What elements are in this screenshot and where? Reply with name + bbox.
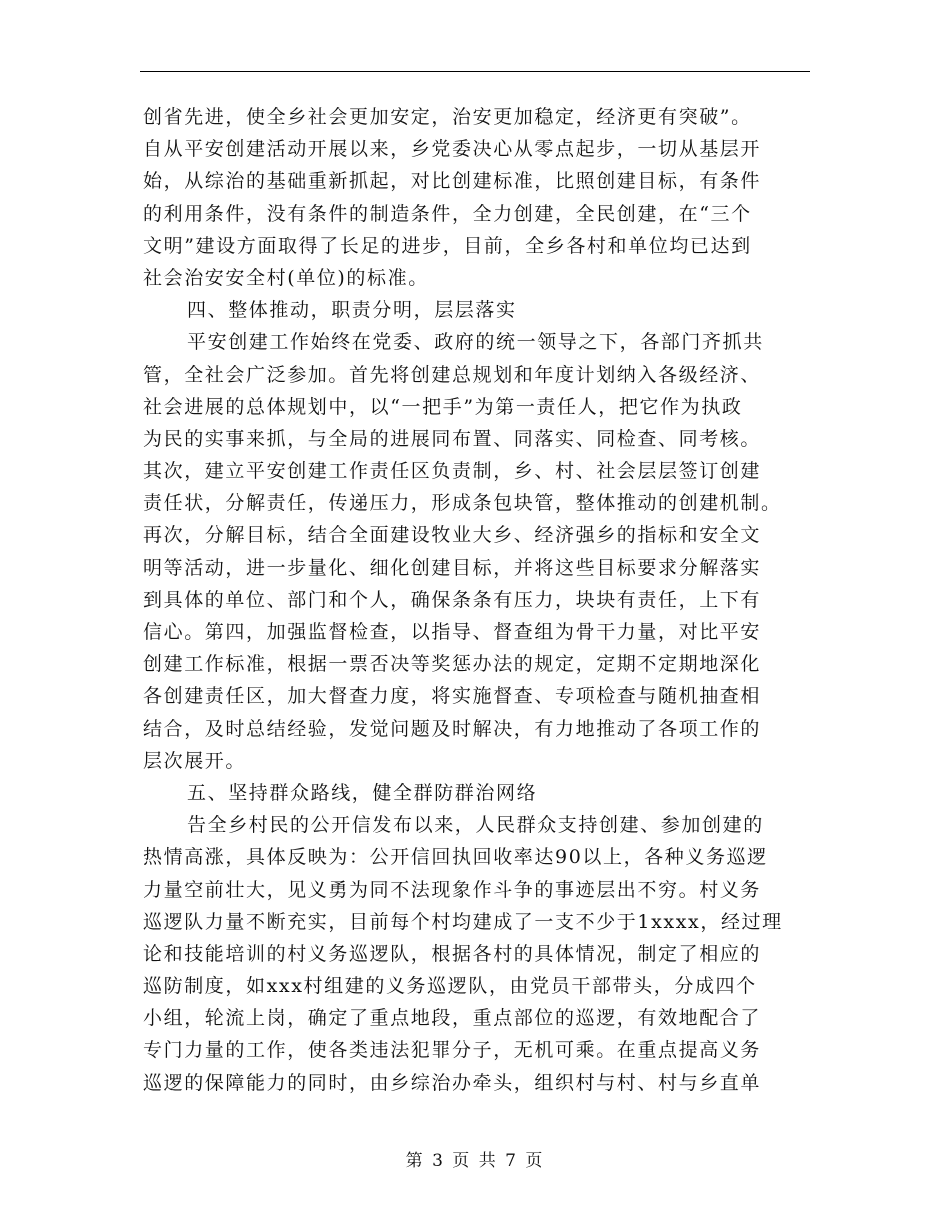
body-text-line: 信心。第四，加强监督检查，以指导、督查组为骨干力量，对比平安 [143, 621, 762, 643]
body-text-line: 巡逻队力量不断充实，目前每个村均建成了一支不少于1xxxx，经过理 [143, 910, 783, 933]
body-text-line: 平安创建工作始终在党委、政府的统一领导之下，各部门齐抓共 [187, 331, 764, 354]
body-text-line: 小组，轮流上岗，确定了重点地段，重点部位的巡逻，有效地配合了 [143, 1007, 762, 1030]
body-text-line: 创建工作标准，根据一票否决等奖惩办法的规定，定期不定期地深化 [143, 653, 762, 676]
body-text-line: 为民的实事来抓，与全局的进展同布置、同落实、同检查、同考核。 [143, 427, 762, 450]
body-text-line: 管，全社会广泛参加。首先将创建总规划和年度计划纳入各级经济、 [143, 363, 762, 386]
body-text-line: 告全乡村民的公开信发布以来，人民群众支持创建、参加创建的 [187, 814, 764, 837]
body-text-line: 始，从综治的基础重新抓起，对比创建标准，比照创建目标，有条件 [143, 170, 762, 193]
header-rule [140, 71, 810, 72]
body-text-line: 专门力量的工作，使各类违法犯罪分子，无机可乘。在重点提高义务 [143, 1039, 762, 1062]
body-text-line: 责任状，分解责任，传递压力，形成条包块管，整体推动的创建机制。 [143, 492, 782, 515]
body-text-line: 结合，及时总结经验，发觉问题及时解决，有力地推动了各项工作的 [143, 717, 762, 740]
body-text-line: 四、整体推动，职责分明，层层落实 [187, 299, 517, 322]
body-text-line: 明等活动，进一步量化、细化创建目标，并将这些目标要求分解落实 [143, 556, 762, 579]
body-text-line: 文明”建设方面取得了长足的进步，目前，全乡各村和单位均已达到 [143, 234, 752, 257]
body-text-line: 社会进展的总体规划中，以“一把手”为第一责任人，把它作为执政 [143, 395, 743, 418]
body-text-line: 再次，分解目标，结合全面建设牧业大乡、经济强乡的指标和安全文 [143, 524, 762, 547]
page-footer [0, 1146, 950, 1171]
body-text-line: 层次展开。 [143, 749, 247, 772]
body-text-line: 创省先进，使全乡社会更加安定，治安更加稳定，经济更有突破”。 [143, 106, 752, 128]
body-text-line: 各创建责任区，加大督查力度，将实施督查、专项检查与随机抽查相 [143, 685, 762, 708]
body-text-line: 力量空前壮大，见义勇为同不法现象作斗争的事迹层出不穷。村义务 [143, 878, 762, 901]
body-text-line: 论和技能培训的村义务巡逻队，根据各村的具体情况，制定了相应的 [143, 942, 762, 965]
body-text-line: 五、坚持群众路线，健全群防群治网络 [187, 781, 538, 804]
body-text-line: 热情高涨，具体反映为：公开信回执回收率达90以上，各种义务巡逻 [143, 846, 768, 869]
body-text-line: 到具体的单位、部门和个人，确保条条有压力，块块有责任，上下有 [143, 588, 762, 611]
body-text-line: 巡逻的保障能力的同时，由乡综治办牵头，组织村与村、村与乡直单 [143, 1071, 762, 1094]
body-text-line: 的利用条件，没有条件的制造条件，全力创建，全民创建，在“三个 [143, 202, 752, 225]
body-text-line: 巡防制度，如xxx村组建的义务巡逻队，由党员干部带头，分成四个 [143, 975, 757, 998]
body-text-line: 自从平安创建活动开展以来，乡党委决心从零点起步，一切从基层开 [143, 138, 762, 161]
body-text-line: 其次，建立平安创建工作责任区负责制，乡、村、社会层层签订创建 [143, 460, 762, 483]
document-body [143, 101, 808, 1099]
page-number-label: 第 3 页 共 7 页 [405, 1151, 545, 1171]
body-text-line: 社会治安安全村(单位)的标准。 [143, 266, 429, 289]
